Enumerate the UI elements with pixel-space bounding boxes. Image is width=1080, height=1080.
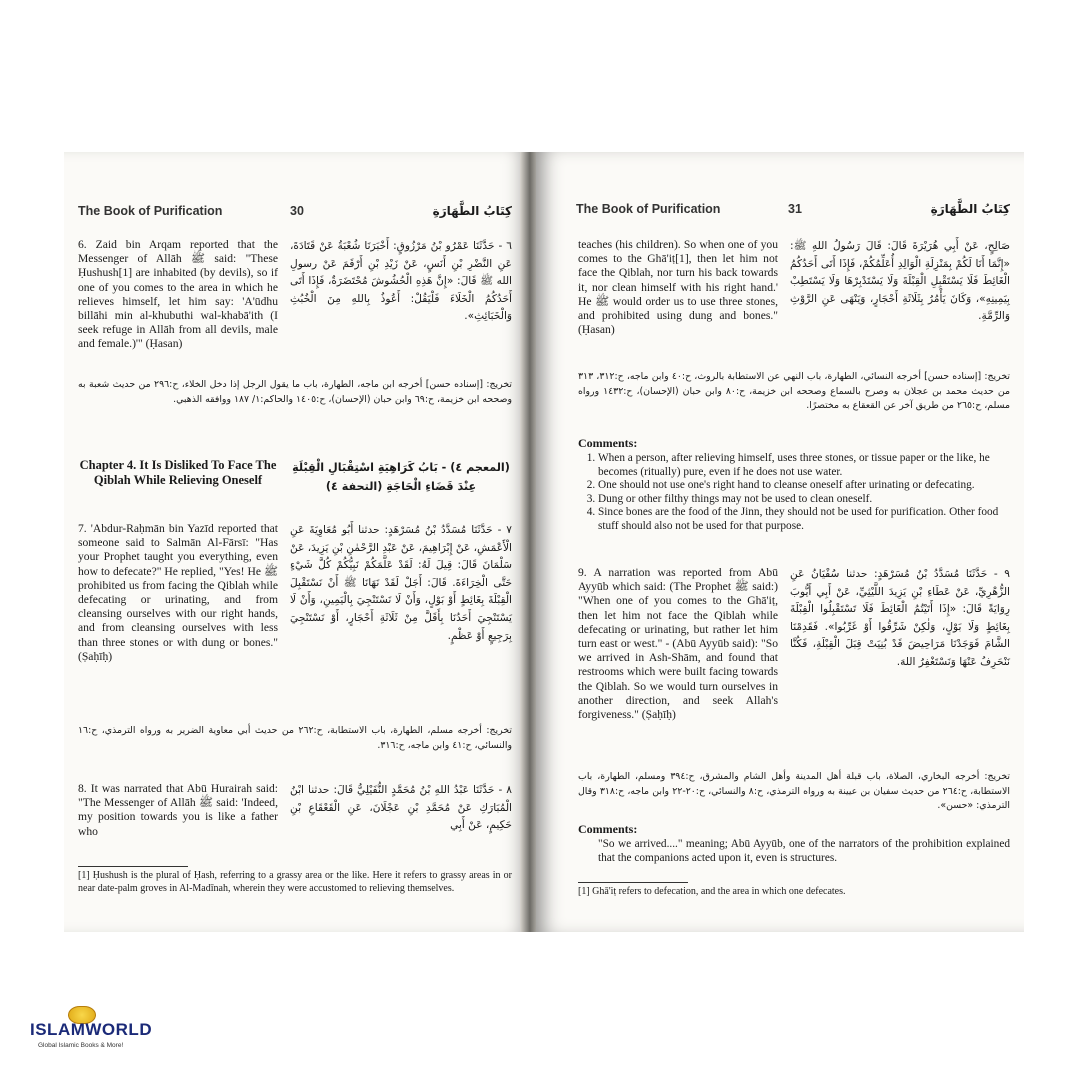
hadith-8-takhrij: تخريج: [إسناده حسن] أخرجه النسائي، الطهارة، باب النهي عن الاستطابة بالروث، ح:٤٠ وابن ماجه، ح:٣١٢، ٣١٣ من حديث محمد بن عجلان به وصرح بالسماع وصححه ابن خزيمة، ح:٨٠ وابن حبان (الإحسان)، ح:١٤٣٢ ورواه مسلم، ح:٢٦٥ من طريق آخر عن القعقاع به مختصرًا. <box>578 371 1010 411</box>
page-number: 30 <box>290 204 304 218</box>
hadith-8-continued-english: teaches (his children). So when one of you comes to the Ghā'iṭ[1], then let him not face the Qiblah, nor turn his back towards it, nor clean himself with his right hand.' He ﷺ would order us to use three stones, and prohibited using dung and bones." (Ḥasan) <box>578 238 778 337</box>
hadith-9-takhrij: تخريج: أخرجه البخاري، الصلاة، باب قبلة أهل المدينة وأهل الشام والمشرق، ح:٣٩٤ ومسلم، الطهارة، باب الاستطابة، ح:٢٦٤ من حديث سفيان بن عيينة به ورواه الترمذي، ح:٨ والنسائي، ح:٢٠-٢٢ وابن ماجه، ح:٣١٨ وقال الترمذي: «حسن». <box>578 771 1010 811</box>
hadith-7-takhrij: تخريج: أخرجه مسلم، الطهارة، باب الاستطابة، ح:٢٦٢ من حديث أبي معاوية الضرير به ورواه الترمذي، ح:١٦ والنسائي، ح:٤١ وابن ماجه، ح:٣١٦. <box>78 725 512 751</box>
comment-item: 4. Since bones are the food of the Jinn, they should not be used for purification. Other food stuff should also not be used for that purpose. <box>598 506 1010 533</box>
page-number: 31 <box>788 202 802 216</box>
footnote-1-right: [1] Ghā'iṭ refers to defecation, and the area in which one defecates. <box>578 886 846 897</box>
page-header-arabic-title: كِتَابُ الطَّهَارَةِ <box>930 202 1010 216</box>
hadith-7-arabic: ٧ - حَدَّثَنَا مُسَدَّدُ بْنُ مُسَرْهَدٍ: حدثنا أَبُو مُعَاوِيَةَ عَنِ الْأَعْمَشِ، عَنْ إِبْرَاهِيمَ، عَنْ عَبْدِ الرَّحْمٰنِ بْنِ يَزِيدَ، عَنْ سَلْمَانَ قَالَ: قِيلَ لَهُ: لَقَدْ عَلَّمَكُمْ نَبِيُّكُمْ كُلَّ شَيْءٍ حَتَّى الْخِرَاءَةَ. قَالَ: أَجَلْ لَقَدْ نَهَانَا ﷺ أَنْ نَسْتَقْبِلَ الْقِبْلَةَ بِغَائِطٍ أَوْ بَوْلٍ، وَأَنْ لَا نَسْتَنْجِيَ بِالْيَمِينِ، وَأَنْ لَا يَسْتَنْجِيَ أَحَدُنَا بِأَقَلَّ مِنْ ثَلَاثَةِ أَحْجَارٍ، أَوْ نَسْتَنْجِيَ بِرَجِيعٍ أَوْ عَظْمٍ. <box>290 524 512 642</box>
hadith-9-arabic: ٩ - حَدَّثَنَا مُسَدَّدُ بْنُ مُسَرْهَدٍ: حدثنا سُفْيَانُ عَنِ الزُّهْرِيِّ، عَنْ عَطَاءِ بْنِ يَزِيدَ اللَّيْثِيِّ، عَنْ أَبِي أَيُّوبَ رِوَايَةً قَالَ: «إِذَا أَتَيْتُمُ الْغَائِطَ فَلَا تَسْتَقْبِلُوا الْقِبْلَةَ بِغَائِطٍ وَلَا بَوْلٍ، وَلٰكِنْ شَرِّقُوا أَوْ غَرِّبُوا». فَقَدِمْنَا الشَّامَ فَوَجَدْنَا مَرَاحِيضَ قَدْ بُنِيَتْ قِبَلَ الْقِبْلَةِ، فَكُنَّا نَنْحَرِفُ عَنْهَا وَنَسْتَغْفِرُ اللهَ. <box>790 568 1010 668</box>
page-header-title: The Book of Purification <box>78 204 223 218</box>
islamworld-logo <box>30 1006 160 1056</box>
logo-brand-text: ISLAMWORLD <box>30 1020 153 1039</box>
hadith-8-arabic: ٨ - حَدَّثَنَا عَبْدُ اللهِ بْنُ مُحَمَّدٍ النُّفَيْلِيُّ قَالَ: حدثنا ابْنُ الْمُبَارَكِ عَنْ مُحَمَّدِ بْنِ عَجْلَانَ، عَنِ الْقَعْقَاعِ بْنِ حَكِيمٍ، عَنْ أَبِي <box>290 784 512 832</box>
chapter-4-title-arabic: (المعجم ٤) - بَابُ كَرَاهِيَةِ اسْتِقْبَالِ الْقِبْلَةِ عِنْدَ قَضَاءِ الْحَاجَةِ (التحفة ٤) <box>292 461 510 493</box>
hadith-8-continued-arabic: صَالِحٍ، عَنْ أَبِي هُرَيْرَةَ قَالَ: قَالَ رَسُولُ اللهِ ﷺ: «إِنَّمَا أَنَا لَكُمْ بِمَنْزِلَةِ الْوَالِدِ أُعَلِّمُكُمْ، فَإِذَا أَتَى أَحَدُكُمُ الْغَائِطَ فَلَا يَسْتَقْبِلِ الْقِبْلَةَ وَلَا يَسْتَدْبِرْهَا وَلَا يَسْتَطِبْ بِيَمِينِهِ»، وَكَانَ يَأْمُرُ بِثَلَاثَةِ أَحْجَارٍ، وَيَنْهَى عَنِ الرَّوْثِ وَالرِّمَّةِ. <box>790 240 1010 323</box>
comment-paragraph: "So we arrived...." meaning; Abū Ayyūb, one of the narrators of the prohibition explained that the companions acted upon it, even is structures. <box>598 838 1010 864</box>
footnote-1-left: [1] Ḥushush is the plural of Ḥash, referring to a grassy area or the like. Here it refers to grassy areas in or near date-palm groves in Al-Madīnah, wherein they were accustomed to relieving themselves. <box>78 870 512 894</box>
left-page <box>64 152 526 932</box>
comments-heading: Comments: <box>578 436 638 450</box>
comment-item: 2. One should not use one's right hand to cleanse oneself after urinating or defecating. <box>598 479 1010 493</box>
open-book <box>64 152 1024 932</box>
hadith-7-english: 7. 'Abdur-Raḥmān bin Yazīd reported that someone said to Salmān Al-Fārsī: "Has your Prophet taught you everything, even how to defecate?" He replied, "Yes! He ﷺ prohibited us from facing the Qiblah while defecating or urinating, and from cleansing ourselves with our right hands, and from cleansing ourselves with less than three stones or with dung or bones." (Ṣaḥīḥ) <box>78 522 278 663</box>
page-header-title: The Book of Purification <box>576 202 721 216</box>
footnote-divider <box>578 882 688 883</box>
hadith-6-arabic: ٦ - حَدَّثَنَا عَمْرُو بْنُ مَرْزُوقٍ: أَخْبَرَنَا شُعْبَةُ عَنْ قَتَادَةَ، عَنِ النَّضْرِ بْنِ أَنَسٍ، عَنْ زَيْدِ بْنِ أَرْقَمَ عَنْ رسولِ الله ﷺ قَالَ: «إِنَّ هَذِهِ الْحُشُوشَ مُحْتَضَرَةٌ، فَإِذَا أَتَى أَحَدُكُمُ الْخَلَاءَ فَلْيَقُلْ: أَعُوذُ بِاللهِ مِنَ الْخُبُثِ وَالْخَبَائِثِ». <box>290 240 512 323</box>
comments-heading: Comments: <box>578 822 638 836</box>
hadith-8-english: 8. It was narrated that Abū Hurairah said: "The Messenger of Allāh ﷺ said: 'Indeed, my position towards you is like a father who <box>78 782 278 838</box>
right-page <box>536 152 1024 932</box>
comment-item: 1. When a person, after relieving himself, uses three stones, or tissue paper or the like, he becomes (ritually) pure, even if he does not use water. <box>598 452 1010 479</box>
chapter-4-title-english: Chapter 4. It Is Disliked To Face The Qiblah While Relieving Oneself <box>79 458 277 487</box>
footnote-divider <box>78 866 188 867</box>
hadith-6-takhrij: تخريج: [إسناده حسن] أخرجه ابن ماجه، الطهارة، باب ما يقول الرجل إذا دخل الخلاء، ح:٢٩٦ من حديث شعبة به وصححه ابن خزيمة، ح:٦٩ وابن حبان (الإحسان)، ح:١٤٠٥ والحاكم:١/ ١٨٧ ووافقه الذهبي. <box>78 379 513 405</box>
right-page-header <box>576 202 1010 222</box>
page-header-arabic-title: كِتَابُ الطَّهَارَةِ <box>432 204 512 218</box>
hadith-9-english: 9. A narration was reported from Abū Ayyūb which said: (The Prophet ﷺ said:) "When one of you comes to the Ghā'iṭ, then let him not face the Qiblah while defecating or urinating, but rather let him turn east or west." - (Abū Ayyūb said): "So we arrived in Ash-Shām, and found that restrooms which were built facing towards the Qiblah. So we would turn ourselves in another direction, and seek Allah's forgiveness." (Ṣaḥīḥ) <box>578 566 779 722</box>
comments-list <box>578 452 1010 534</box>
logo-tagline: Global Islamic Books & More! <box>38 1042 124 1049</box>
left-page-header <box>78 204 512 224</box>
hadith-6-english: 6. Zaid bin Arqam reported that the Messenger of Allāh ﷺ said: "These Ḥushush[1] are inhabited (by devils), so if one of you comes to the area in which he relieves himself, let him say: 'A'ūdhu billāhi min al-khubuthi wal-khabā'ith (I seek refuge in Allāh from all devils, male and female.)'" (Ḥasan) <box>78 238 278 351</box>
comment-item: 3. Dung or other filthy things may not be used to clean oneself. <box>598 493 1010 507</box>
